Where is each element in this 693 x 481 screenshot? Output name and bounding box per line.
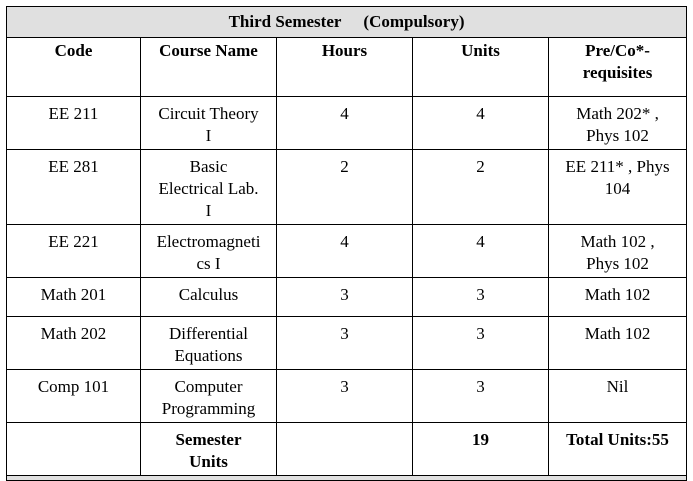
row-hours: 3 <box>340 324 349 343</box>
header-code: Code <box>7 38 141 97</box>
prereq-line: Math 202* , <box>576 104 659 123</box>
semester-units-line: Semester <box>175 430 242 449</box>
row-units: 3 <box>476 377 485 396</box>
table-row <box>7 317 687 370</box>
row-hours: 3 <box>340 377 349 396</box>
table-footer <box>7 476 687 481</box>
table-title-row <box>7 7 687 38</box>
row-prerequisites <box>553 99 682 147</box>
course-name-line: Programming <box>161 399 256 418</box>
course-name-line: I <box>205 201 212 220</box>
row-course-name <box>145 319 272 367</box>
total-hours-empty-cell <box>277 423 413 476</box>
row-hours: 4 <box>340 104 349 123</box>
row-prerequisites: Math 102 <box>584 285 651 304</box>
row-prerequisites <box>553 227 682 275</box>
course-name-line: Circuit Theory <box>158 104 259 123</box>
row-course-name: Calculus <box>178 285 239 304</box>
row-units: 2 <box>476 157 485 176</box>
row-hours: 2 <box>340 157 349 176</box>
semester-units-line: Units <box>189 452 228 471</box>
table-row <box>7 370 687 423</box>
course-name-line: Basic <box>189 157 228 176</box>
prereq-line: 104 <box>604 179 631 198</box>
row-hours: 4 <box>340 232 349 251</box>
prereq-line: EE 211* , Phys <box>565 157 670 176</box>
row-code: EE 281 <box>48 157 99 176</box>
row-prerequisites <box>553 152 682 200</box>
course-name-line: Electrical Lab. <box>158 179 259 198</box>
prereq-line: Math 102 , <box>580 232 655 251</box>
semester-type: (Compulsory) <box>363 12 465 31</box>
total-empty-cell <box>7 423 141 476</box>
header-prereq-line2: requisites <box>582 63 653 82</box>
table-row <box>7 225 687 278</box>
row-code: EE 221 <box>48 232 99 251</box>
row-course-name <box>145 227 272 275</box>
row-course-name <box>145 152 272 222</box>
prereq-line: Phys 102 <box>586 254 649 273</box>
course-name-line: Computer <box>174 377 243 396</box>
table-row <box>7 278 687 317</box>
course-table <box>6 6 687 481</box>
course-name-line: Differential <box>169 324 248 343</box>
header-units: Units <box>413 38 549 97</box>
total-units: Total Units:55 <box>566 430 669 449</box>
course-name-line: cs I <box>196 254 221 273</box>
semester-units-value: 19 <box>472 430 489 449</box>
row-code: Math 201 <box>40 285 107 304</box>
row-code: Comp 101 <box>37 377 110 396</box>
table-title <box>7 7 687 38</box>
row-course-name <box>145 99 272 147</box>
row-units: 4 <box>476 232 485 251</box>
table-row <box>7 150 687 225</box>
table-row <box>7 97 687 150</box>
row-units: 4 <box>476 104 485 123</box>
total-row <box>7 423 687 476</box>
course-name-line: Equations <box>174 346 243 365</box>
table-footer-row <box>7 476 687 481</box>
course-name-line: Electromagneti <box>156 232 261 251</box>
row-code: EE 211 <box>48 104 99 123</box>
header-prereq-line1: Pre/Co*- <box>585 41 650 60</box>
semester-units-label <box>145 425 272 473</box>
header-prerequisites <box>549 38 687 97</box>
row-course-name <box>145 372 272 420</box>
row-units: 3 <box>476 324 485 343</box>
prereq-line: Phys 102 <box>586 126 649 145</box>
header-hours: Hours <box>277 38 413 97</box>
table-header-row <box>7 38 687 97</box>
course-name-line: I <box>205 126 212 145</box>
row-prerequisites: Nil <box>606 377 629 396</box>
semester-title: Third Semester <box>228 12 342 31</box>
row-hours: 3 <box>340 285 349 304</box>
row-prerequisites: Math 102 <box>584 324 651 343</box>
row-units: 3 <box>476 285 485 304</box>
row-code: Math 202 <box>40 324 107 343</box>
header-course-name: Course Name <box>141 38 277 97</box>
